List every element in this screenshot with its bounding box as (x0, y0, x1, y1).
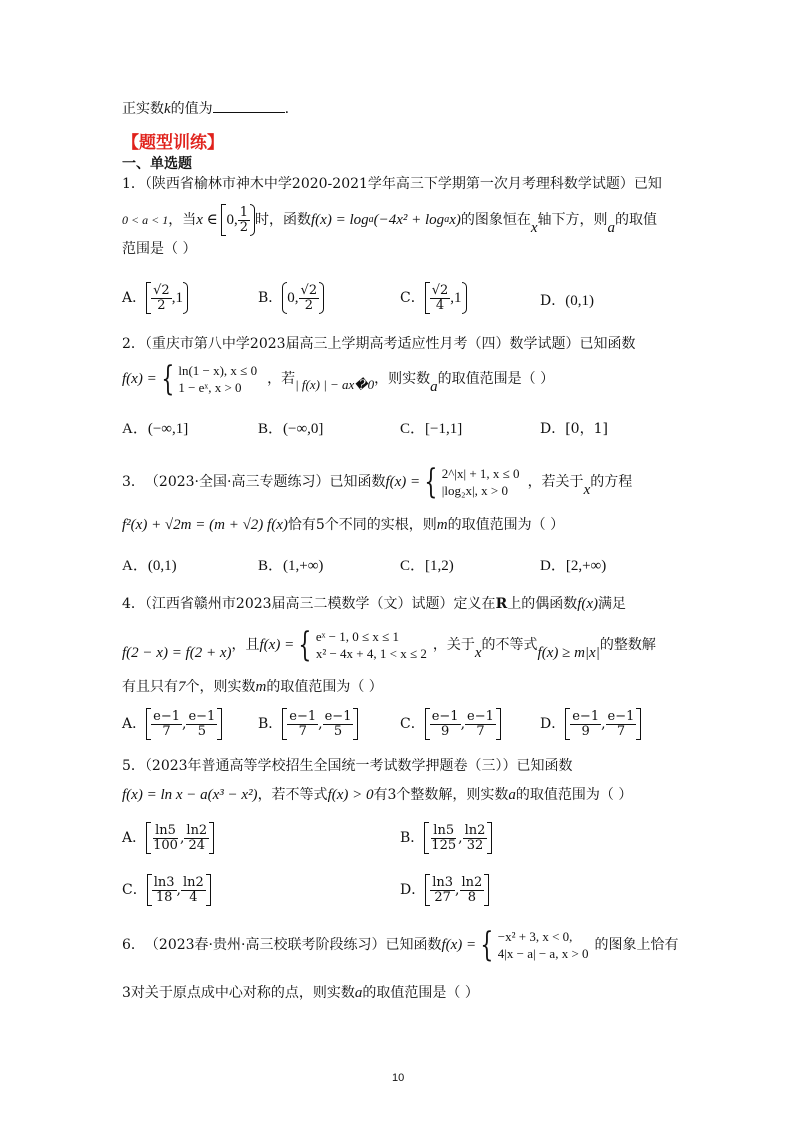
q2-option-c[interactable]: C．[−1,1] (400, 421, 463, 437)
q4-option-d[interactable]: D． $\frac{e-1}{9}$ , $\frac{e-1}{7}$ (540, 708, 641, 740)
q2-option-b[interactable]: B．(−∞,0] (258, 421, 324, 437)
question-3-header: 3． （2023·全国·高三专题练习）已知函数 f(x) = { 2^|x| + 1, x ≤ 0 |log₂x|, x > 0 ，若关于 x 的方程 (122, 462, 633, 502)
question-6-body: 3对关于原点成中心对称的点，则实数a的取值范围是（ ） (122, 985, 479, 1001)
q5-option-a[interactable]: A． $\frac{\ln 5}{100}$ , $\frac{\ln 2}{24}$ (122, 822, 214, 854)
question-4-tail: 有且只有7个，则实数m的取值范围为（ ） (122, 679, 383, 695)
question-4-body: f(2 − x) = f(2 + x) ，且 f(x) = { eˣ − 1, 0 ≤ x ≤ 1 x² − 4x + 4, 1 < x ≤ 2 ，关于 x 的不等式 f(x) ≥ m|x| 的整数解 (122, 625, 656, 665)
q5-option-c[interactable]: C． $\frac{\ln 3}{18}$ , $\frac{\ln 2}{4}$ (122, 874, 211, 906)
q3-option-d[interactable]: D．[2,+∞) (540, 558, 607, 574)
section-title: 【题型训练】 (122, 133, 224, 153)
question-4-header: 4．（江西省赣州市2023届高三二模数学（文）试题）定义在R上的偶函数f(x)满足 (122, 596, 627, 612)
q1-option-d[interactable]: D．(0,1) (540, 293, 594, 309)
question-6-header: 6． （2023春·贵州·高三校联考阶段练习）已知函数 f(x) = { −x² + 3, x < 0, 4|x − a| − a, x > 0 的图象上恰有 (122, 925, 679, 965)
question-3-body: f²(x) + √2m = (m + √2) f(x)恰有5个不同的实根，则m的取值范围为（ ） (122, 517, 565, 533)
intro-line: 正实数k的值为 . (122, 98, 289, 118)
question-2-body: f(x) = { ln(1 − x), x ≤ 0 1 − eˣ, x > 0 ，若 | f(x) | − ax�0 ，则实数 a 的取值范围是（ ） (122, 359, 555, 399)
q2-option-a[interactable]: A．(−∞,1] (122, 421, 189, 437)
question-1-tail: 范围是（ ） (122, 241, 197, 257)
question-2-header: 2．（重庆市第八中学2023届高三上学期高考适应性月考（四）数学试题）已知函数 (122, 336, 636, 352)
q3-option-a[interactable]: A．(0,1) (122, 558, 177, 574)
q4-option-a[interactable]: A． $\frac{e-1}{7}$ , $\frac{e-1}{5}$ (122, 708, 222, 740)
q1-option-a[interactable]: A． $\frac{√2}{2}$ ,1 (122, 282, 188, 314)
question-1-body: 0 < a < 1 ，当 x ∈ 0, $\frac{1}{2}$ 时，函数 f(x) = log a (−4x² + log a x) 的图象恒在 x 轴下方，则 a 的取值 (122, 204, 658, 236)
q4-option-b[interactable]: B． $\frac{e-1}{7}$ , $\frac{e-1}{5}$ (258, 708, 358, 740)
q5-option-d[interactable]: D． $\frac{\ln 3}{27}$ , $\frac{\ln 2}{8}$ (400, 874, 489, 906)
q3-option-b[interactable]: B．(1,+∞) (258, 558, 324, 574)
q2-option-d[interactable]: D．[0，1] (540, 421, 608, 437)
q4-option-c[interactable]: C． $\frac{e-1}{9}$ , $\frac{e-1}{7}$ (400, 708, 501, 740)
question-5-body: f(x) = ln x − a(x³ − x²)，若不等式f(x) > 0有3个整数解，则实数a的取值范围为（ ） (122, 787, 633, 803)
q1-option-b[interactable]: B． 0, $\frac{√2}{2}$ (258, 282, 324, 314)
page-number: 10 (392, 1072, 405, 1084)
section-subtitle: 一、单选题 (122, 156, 192, 172)
q3-option-c[interactable]: C．[1,2) (400, 558, 454, 574)
question-5-header: 5．（2023年普通高等学校招生全国统一考试数学押题卷（三））已知函数 (122, 758, 573, 774)
q1-option-c[interactable]: C． $\frac{√2}{4}$ ,1 (400, 282, 467, 314)
q5-option-b[interactable]: B． $\frac{\ln 5}{125}$ , $\frac{\ln 2}{32}$ (400, 822, 492, 854)
answer-blank (213, 98, 285, 113)
question-1-header: 1．（陕西省榆林市神木中学2020-2021学年高三下学期第一次月考理科数学试题）已知 (122, 176, 662, 192)
